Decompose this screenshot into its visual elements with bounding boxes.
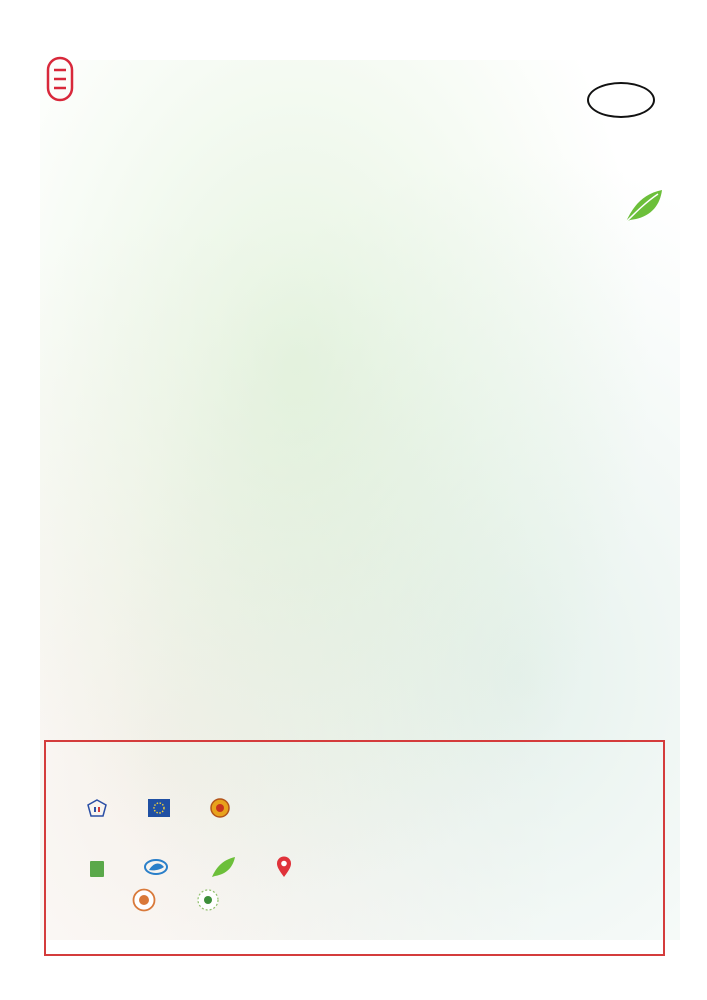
legend-box xyxy=(44,740,665,956)
legend-row2 xyxy=(90,856,300,881)
sanitary-stamp xyxy=(587,82,655,118)
legend-row1 xyxy=(86,798,238,821)
local-pin-icon xyxy=(276,856,292,881)
france-origin-icon xyxy=(86,799,108,820)
certification-icon xyxy=(196,888,220,915)
fish-icon xyxy=(144,858,170,879)
aop-icon xyxy=(210,798,230,821)
leaf-icon xyxy=(622,188,664,224)
hve-icon xyxy=(132,888,156,915)
etape-logo-icon xyxy=(46,56,74,102)
bio-icon xyxy=(90,861,104,877)
leaf-icon xyxy=(210,856,236,881)
eu-flag-icon xyxy=(148,799,170,820)
legend-row3 xyxy=(132,888,228,915)
